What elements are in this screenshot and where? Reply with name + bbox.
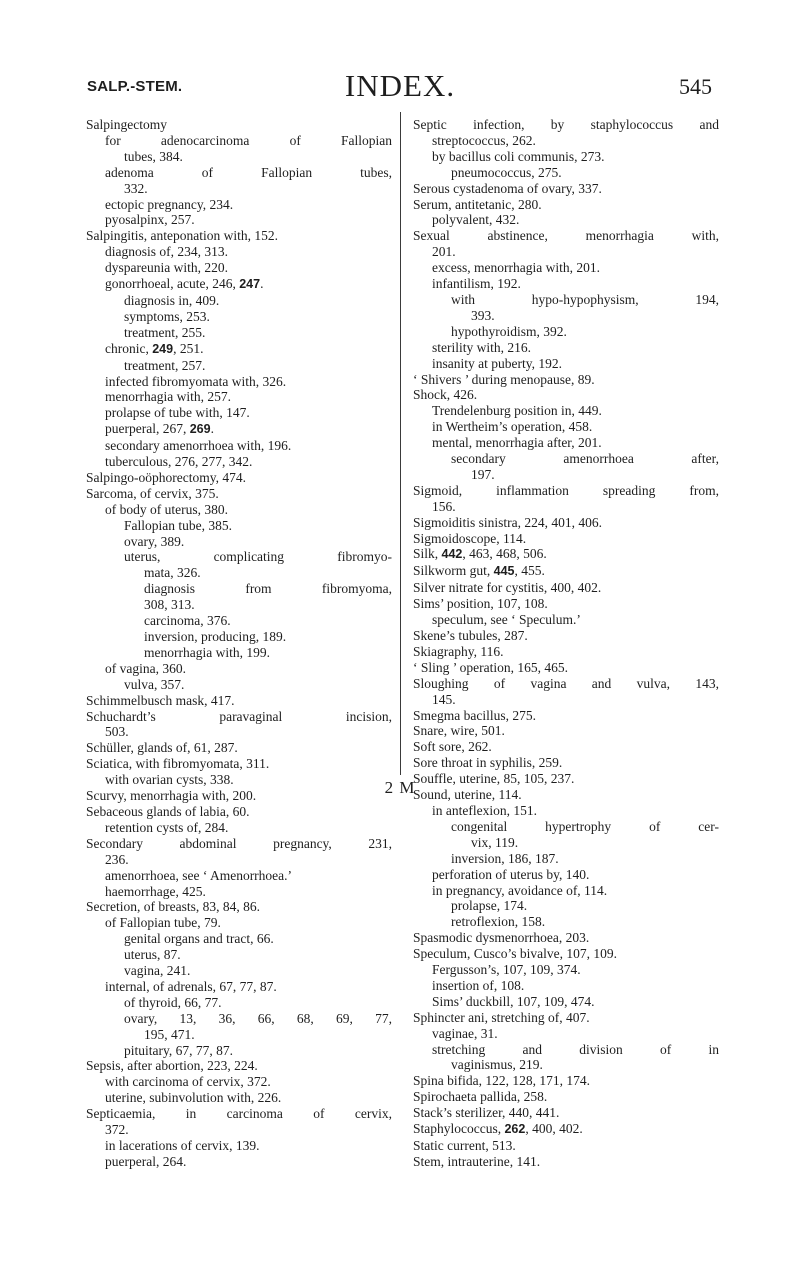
index-entry: ectopic pregnancy, 234.	[105, 196, 234, 212]
index-entry: 195, 471.	[144, 1026, 195, 1042]
index-entry: haemorrhage, 425.	[105, 883, 206, 899]
index-entry: treatment, 255.	[124, 324, 206, 340]
page-header	[0, 68, 800, 114]
index-entry: with hypo-hypophysism, 194,	[451, 291, 719, 307]
index-entry: treatment, 257.	[124, 357, 206, 373]
index-entry: Fergusson’s, 107, 109, 374.	[432, 962, 581, 978]
page-title: INDEX.	[344, 68, 456, 103]
index-entry: 372.	[105, 1122, 129, 1138]
index-entry: mental, menorrhagia after, 201.	[432, 435, 602, 451]
index-entry: secondary amenorrhoea with, 196.	[105, 438, 292, 454]
index-entry: pituitary, 67, 77, 87.	[124, 1042, 233, 1058]
index-entry: of vagina, 360.	[105, 660, 186, 676]
index-entry: uterus, complicating fibromyo-	[124, 549, 392, 565]
index-entry: Sepsis, after abortion, 223, 224.	[86, 1058, 258, 1074]
index-entry: Speculum, Cusco’s bivalve, 107, 109.	[413, 946, 617, 962]
index-entry: vulva, 357.	[124, 676, 185, 692]
index-entry: in lacerations of cervix, 139.	[105, 1138, 260, 1153]
index-entry: Sciatica, with fibromyomata, 311.	[86, 756, 270, 772]
index-entry: 197.	[471, 466, 495, 482]
index-entry: sterility with, 216.	[432, 339, 531, 355]
index-entry: 145.	[432, 691, 456, 707]
index-entry: 332.	[124, 180, 148, 196]
index-entry: stretching and division of in	[432, 1041, 719, 1057]
index-entry: Salpingitis, anteponation with, 152.	[86, 228, 278, 244]
index-entry: 503.	[105, 724, 129, 740]
index-entry: Silver nitrate for cystitis, 400, 402.	[413, 580, 602, 596]
index-entry: symptoms, 253.	[124, 308, 210, 324]
index-entry: prolapse of tube with, 147.	[105, 405, 250, 421]
index-entry: insertion of, 108.	[432, 977, 525, 993]
index-entry: Silk, 442, 463, 468, 506.	[413, 546, 547, 562]
index-entry: insanity at puberty, 192.	[432, 355, 562, 371]
index-entry: prolapse, 174.	[451, 898, 528, 914]
index-entry: Silkworm gut, 445, 455.	[413, 563, 545, 579]
index-entry: genital organs and tract, 66.	[124, 931, 274, 947]
index-entry: Sphincter ani, stretching of, 407.	[413, 1009, 590, 1025]
index-entry: Salpingo-oöphorectomy, 474.	[86, 469, 246, 485]
index-entry: Sigmoidoscope, 114.	[413, 530, 527, 546]
index-entry: ‘ Sling ’ operation, 165, 465.	[413, 659, 568, 675]
index-entry: Schüller, glands of, 61, 287.	[86, 740, 238, 756]
index-entry: speculum, see ‘ Speculum.’	[432, 612, 581, 628]
index-entry: with carcinoma of cervix, 372.	[105, 1074, 271, 1090]
index-entry: 393.	[471, 307, 495, 323]
index-entry: Skiagraphy, 116.	[413, 643, 504, 659]
index-entry: Sore throat in syphilis, 259.	[413, 755, 563, 771]
index-entry: ovary, 389.	[124, 533, 185, 549]
index-entry: with ovarian cysts, 338.	[105, 772, 234, 788]
index-entry: in Wertheim’s operation, 458.	[432, 419, 593, 435]
index-entry: of Fallopian tube, 79.	[105, 915, 221, 931]
index-entry: Skene’s tubules, 287.	[413, 628, 528, 643]
index-entry: Smegma bacillus, 275.	[413, 707, 536, 723]
index-entry: Schuchardt’s paravaginal incision,	[86, 708, 392, 724]
index-entry: puerperal, 267, 269.	[105, 421, 214, 437]
index-entry: internal, of adrenals, 67, 77, 87.	[105, 978, 277, 994]
index-entry: menorrhagia with, 199.	[144, 644, 270, 660]
principal-page-ref: 442	[441, 547, 463, 562]
index-entry: 236.	[105, 851, 129, 867]
index-entry: 308, 313.	[144, 597, 195, 613]
index-entry: Serum, antitetanic, 280.	[413, 196, 542, 212]
index-entry: uterus, 87.	[124, 947, 181, 963]
index-entry: gonorrhoeal, acute, 246, 247.	[105, 276, 264, 292]
page-number: 545	[679, 74, 712, 99]
index-entry: Sims’ duckbill, 107, 109, 474.	[432, 993, 595, 1009]
index-entry: Sebaceous glands of labia, 60.	[86, 803, 250, 819]
signature-mark: 2 M	[384, 778, 416, 797]
index-entry: Salpingectomy	[86, 117, 167, 132]
index-entry: Static current, 513.	[413, 1138, 516, 1153]
index-entry: inversion, producing, 189.	[144, 629, 287, 644]
index-entry: congenital hypertrophy of cer-	[451, 818, 719, 834]
index-entry: Staphylococcus, 262, 400, 402.	[413, 1121, 583, 1137]
index-entry: inversion, 186, 187.	[451, 850, 559, 866]
index-entry: streptococcus, 262.	[432, 132, 536, 148]
index-entry: of thyroid, 66, 77.	[124, 994, 222, 1010]
index-entry: Secondary abdominal pregnancy, 231,	[86, 835, 392, 851]
index-entry: Scurvy, menorrhagia with, 200.	[86, 788, 257, 804]
index-entry: Trendelenburg position in, 449.	[432, 403, 602, 419]
index-column-left	[86, 117, 392, 1170]
index-entry: amenorrhoea, see ‘ Amenorrhoea.’	[105, 867, 293, 883]
index-entry: Spirochaeta pallida, 258.	[413, 1089, 548, 1105]
index-entry: ‘ Shivers ’ during menopause, 89.	[413, 371, 595, 387]
index-entry: Spasmodic dysmenorrhoea, 203.	[413, 930, 590, 946]
index-entry: Shock, 426.	[413, 387, 478, 403]
index-entry: tuberculous, 276, 277, 342.	[105, 454, 253, 470]
index-entry: Sarcoma, of cervix, 375.	[86, 485, 219, 501]
index-entry: polyvalent, 432.	[432, 212, 520, 228]
index-column-right	[413, 117, 719, 1170]
index-entry: in pregnancy, avoidance of, 114.	[432, 882, 608, 898]
index-entry: vix, 119.	[471, 834, 519, 850]
index-entry: by bacillus coli communis, 273.	[432, 148, 605, 164]
index-entry: hypothyroidism, 392.	[451, 323, 567, 339]
index-entry: vaginae, 31.	[432, 1025, 498, 1041]
index-entry: Sloughing of vagina and vulva, 143,	[413, 675, 719, 691]
index-entry: of body of uterus, 380.	[105, 501, 228, 517]
index-entry: puerperal, 264.	[105, 1153, 187, 1169]
index-entry: menorrhagia with, 257.	[105, 389, 231, 405]
index-entry: in anteflexion, 151.	[432, 802, 537, 818]
index-entry: Souffle, uterine, 85, 105, 237.	[413, 771, 575, 787]
index-entry: pyosalpinx, 257.	[105, 212, 195, 228]
index-entry: Sound, uterine, 114.	[413, 787, 522, 803]
index-entry: Sigmoid, inflammation spreading from,	[413, 482, 719, 498]
index-entry: Sigmoiditis sinistra, 224, 401, 406.	[413, 514, 603, 530]
principal-page-ref: 249	[152, 341, 174, 356]
index-entry: Fallopian tube, 385.	[124, 517, 232, 533]
index-entry: Snare, wire, 501.	[413, 723, 505, 739]
index-entry: diagnosis of, 234, 313.	[105, 244, 228, 260]
index-entry: diagnosis in, 409.	[124, 292, 220, 308]
index-entry: 201.	[432, 244, 456, 260]
index-entry: infected fibromyomata with, 326.	[105, 373, 287, 389]
index-entry: retention cysts of, 284.	[105, 819, 229, 835]
index-entry: Septicaemia, in carcinoma of cervix,	[86, 1106, 392, 1122]
index-entry: dyspareunia with, 220.	[105, 260, 228, 276]
index-entry: tubes, 384.	[124, 148, 183, 164]
index-entry: retroflexion, 158.	[451, 914, 546, 930]
index-entry: vagina, 241.	[124, 963, 191, 979]
index-entry: excess, menorrhagia with, 201.	[432, 260, 600, 276]
index-entry: ovary, 13, 36, 66, 68, 69, 77,	[124, 1010, 392, 1026]
index-entry: Secretion, of breasts, 83, 84, 86.	[86, 899, 260, 915]
index-entry: 156.	[432, 498, 456, 514]
index-entry: Stem, intrauterine, 141.	[413, 1153, 541, 1169]
index-entry: mata, 326.	[144, 565, 201, 581]
index-entry: uterine, subinvolution with, 226.	[105, 1090, 282, 1106]
index-entry: carcinoma, 376.	[144, 613, 231, 629]
principal-page-ref: 262	[504, 1122, 526, 1137]
principal-page-ref: 269	[189, 422, 211, 437]
index-entry: Schimmelbusch mask, 417.	[86, 692, 235, 708]
principal-page-ref: 445	[493, 564, 515, 579]
index-entry: adenoma of Fallopian tubes,	[105, 164, 392, 180]
index-entry: infantilism, 192.	[432, 276, 521, 292]
index-entry: pneumococcus, 275.	[451, 164, 562, 180]
index-entry: Stack’s sterilizer, 440, 441.	[413, 1105, 560, 1121]
index-entry: chronic, 249, 251.	[105, 340, 204, 356]
column-divider	[400, 112, 401, 775]
index-entry: Soft sore, 262.	[413, 739, 492, 755]
running-head-range: SALP.-STEM.	[87, 78, 183, 95]
index-entry: vaginismus, 219.	[451, 1057, 543, 1073]
index-entry: for adenocarcinoma of Fallopian	[105, 132, 392, 148]
index-entry: Sims’ position, 107, 108.	[413, 596, 548, 612]
index-entry: Septic infection, by staphylococcus and	[413, 117, 719, 132]
principal-page-ref: 247	[239, 277, 261, 292]
index-entry: Serous cystadenoma of ovary, 337.	[413, 180, 602, 196]
index-entry: diagnosis from fibromyoma,	[144, 581, 392, 597]
index-entry: secondary amenorrhoea after,	[451, 451, 719, 467]
index-entry: perforation of uterus by, 140.	[432, 866, 590, 882]
index-entry: Sexual abstinence, menorrhagia with,	[413, 228, 719, 244]
index-entry: Spina bifida, 122, 128, 171, 174.	[413, 1073, 590, 1089]
